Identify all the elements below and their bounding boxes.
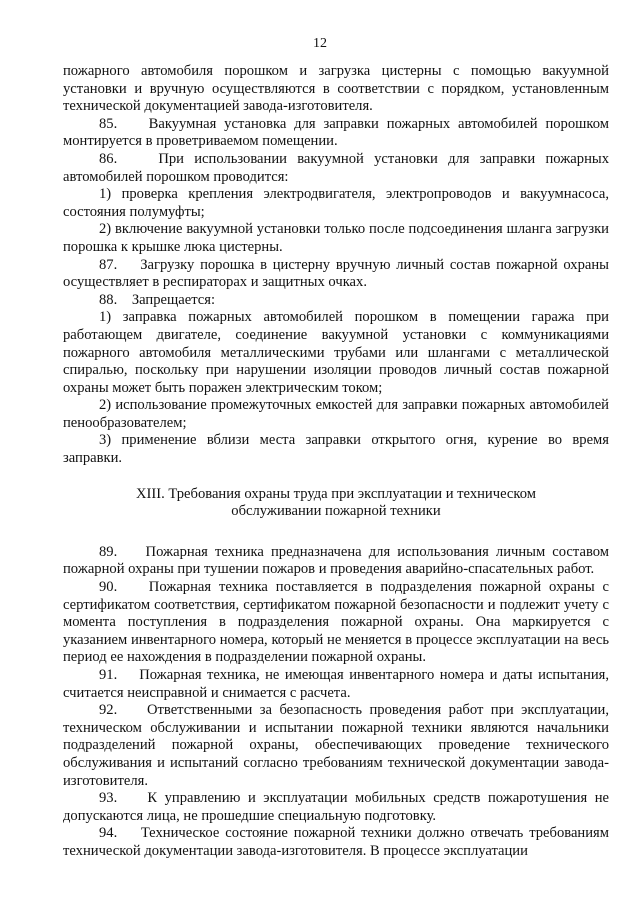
section-heading-line-1: XIII. Требования охраны труда при эксплуатации и техническом: [135, 485, 537, 502]
paragraph-86-item-2: 2) включение вакуумной установки только после подсоединения шланга загрузки порошка к крышке люка цистерны.: [63, 221, 609, 255]
paragraph-87: 87. Загрузку порошка в цистерну вручную личный состав пожарной охраны осуществляет в респираторах и защитных очках.: [63, 256, 609, 291]
section-heading: [63, 486, 609, 521]
paragraph-88-item-1: 1) заправка пожарных автомобилей порошком в помещении гаража при работающем двигателе, соединение вакуумной установки с коммуникациями пожарного автомобиля металлическими трубами или шлангами с металлической спиралью, поскольку при нарушении изоляции проводов личный состав пожарной охраны может быть поражен электрическим током;: [63, 309, 609, 396]
paragraph-93: 93. К управлению и эксплуатации мобильных средств пожаротушения не допускаются лица, не прошедшие специальную подготовку.: [63, 790, 609, 824]
page-number: 12: [313, 36, 327, 51]
paragraph-94: 94. Техническое состояние пожарной техники должно отвечать требованиям технической документации завода-изготовителя. В процессе эксплуатации: [63, 825, 609, 859]
paragraph-86-item-1: 1) проверка крепления электродвигателя, электропроводов и вакуумнасоса, состояния полумуфты;: [63, 186, 609, 220]
document-body: [63, 63, 609, 861]
paragraph-89: 89. Пожарная техника предназначена для использования личным составом пожарной охраны при тушении пожаров и проведения аварийно-спасательных работ.: [63, 543, 609, 578]
paragraph-88: 88. Запрещается:: [99, 291, 216, 308]
paragraph-90: 90. Пожарная техника поставляется в подразделения пожарной охраны с сертификатом соответствия, сертификатом пожарной безопасности и подлежит учету с момента поступления в подразделения пожарной охраны. Она маркируется с указанием инвентарного номера, который не меняется в процессе эксплуатации на весь период ее нахождения в подразделении пожарной охраны.: [63, 579, 609, 666]
paragraph-88-item-3: 3) применение вблизи места заправки открытого огня, курение во время заправки.: [63, 432, 609, 467]
paragraph-85: 85. Вакуумная установка для заправки пожарных автомобилей порошком монтируется в проветриваемом помещении.: [63, 115, 609, 150]
paragraph-88-item-2: 2) использование промежуточных емкостей для заправки пожарных автомобилей пенообразователем;: [63, 397, 609, 431]
paragraph-91: 91. Пожарная техника, не имеющая инвентарного номера и даты испытания, считается неисправной и снимается с расчета.: [63, 667, 609, 701]
paragraph-92: 92. Ответственными за безопасность проведения работ при эксплуатации, техническом обслуживании и испытании пожарной техники являются начальники подразделений пожарной охраны, обеспечивающих проведение технического обслуживания и испытаний согласно требованиям технической документации завода-изготовителя.: [63, 702, 609, 789]
paragraph-continuation: пожарного автомобиля порошком и загрузка цистерны с помощью вакуумной установки и вручную осуществляются в соответствии с порядком, установленным технической документацией завода-изготовителя.: [63, 63, 609, 115]
section-heading-line-2: обслуживании пожарной техники: [231, 503, 441, 520]
paragraph-86: 86. При использовании вакуумной установки для заправки пожарных автомобилей порошком проводится:: [63, 150, 609, 185]
